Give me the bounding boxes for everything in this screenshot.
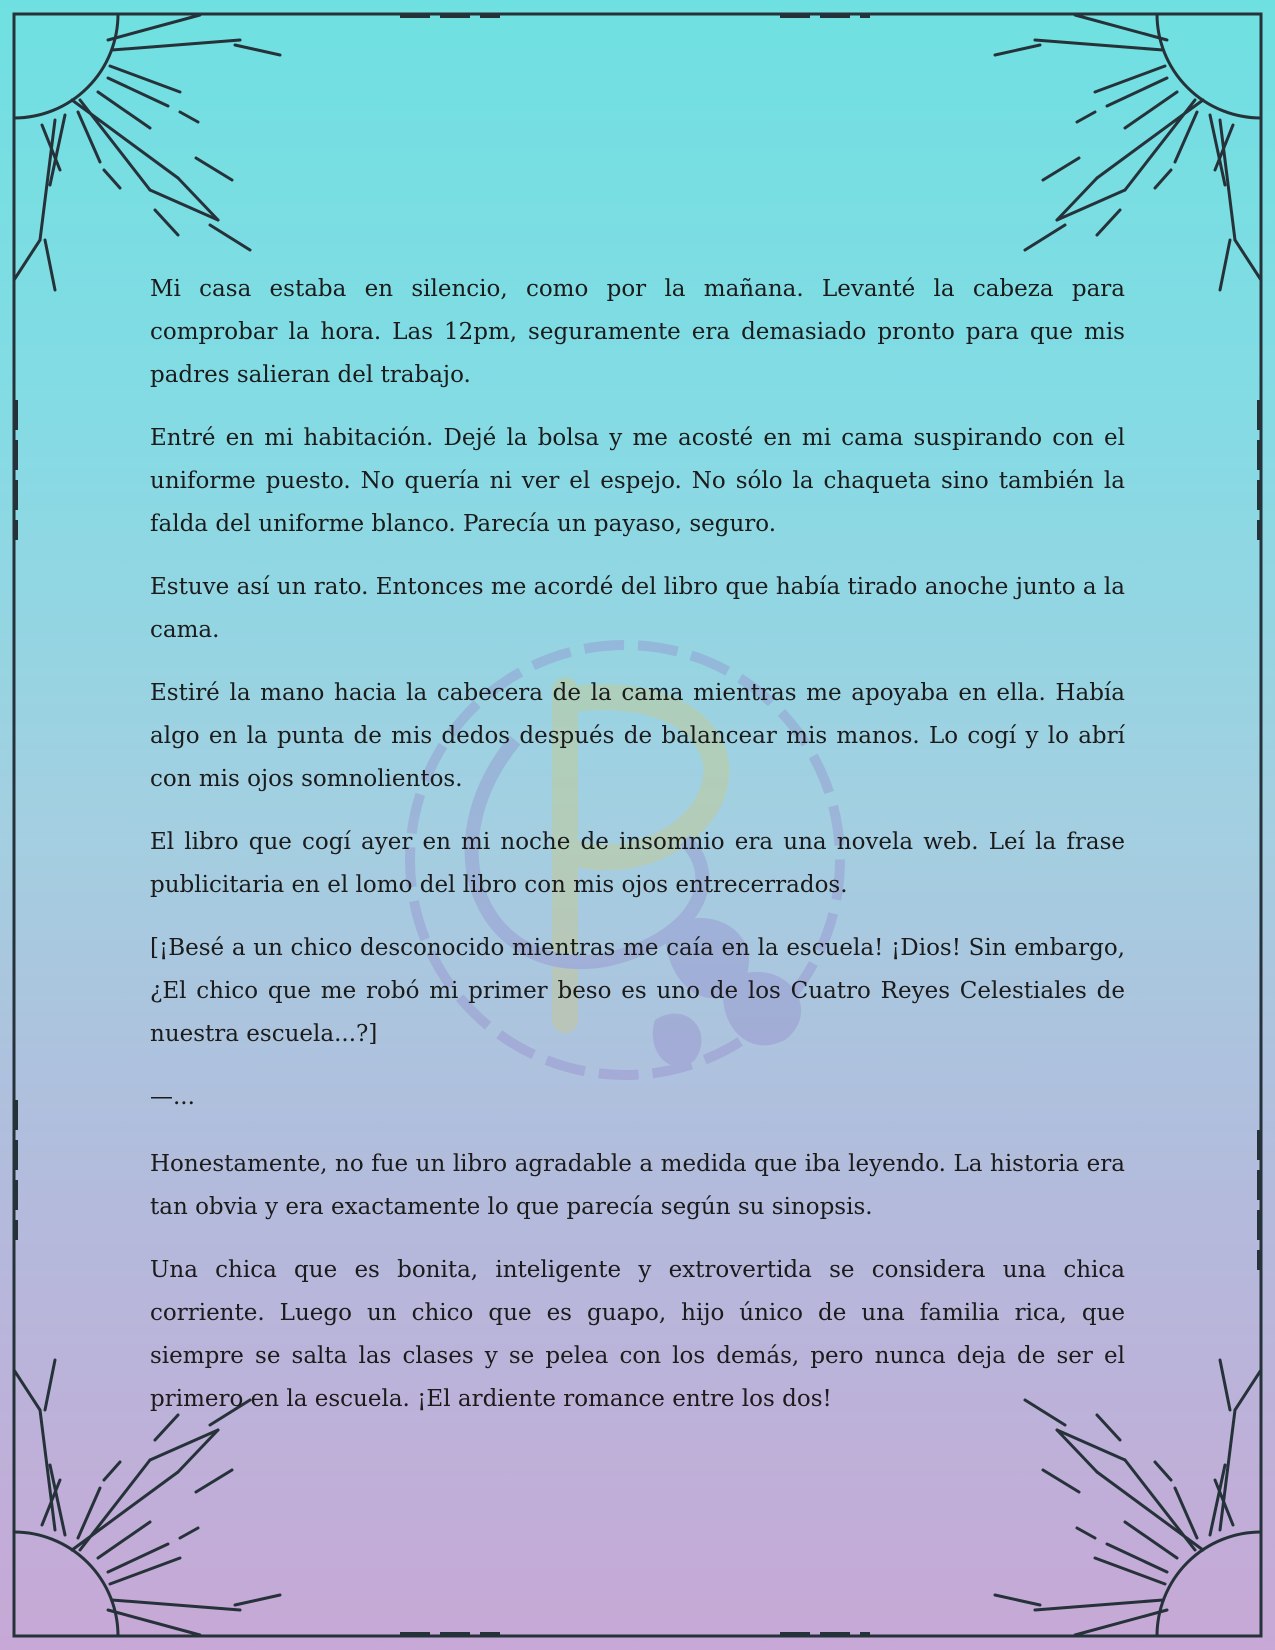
paragraph-dialogue: —... (150, 1084, 195, 1110)
paragraph: Honestamente, no fue un libro agradable a medida que iba leyendo. La historia era tan obvia y era exactamente lo que parecía según su sinopsis. (150, 1151, 1125, 1220)
page-text (150, 268, 1125, 1441)
paragraph: Estuve así un rato. Entonces me acordé del libro que había tirado anoche junto a la cama. (150, 574, 1125, 643)
paragraph: [¡Besé a un chico desconocido mientras me caía en la escuela! ¡Dios! Sin embargo, ¿El chico que me robó mi primer beso es uno de los Cuatro Reyes Celestiales de nuestra escuela...?] (150, 935, 1125, 1047)
paragraph: Una chica que es bonita, inteligente y extrovertida se considera una chica corriente. Luego un chico que es guapo, hijo único de una familia rica, que siempre se salta las clases y se pelea con los demás, pero nunca deja de ser el primero en la escuela. ¡El ardiente romance entre los dos! (150, 1257, 1125, 1412)
paragraph: El libro que cogí ayer en mi noche de insomnio era una novela web. Leí la frase publicitaria en el lomo del libro con mis ojos entrecerrados. (150, 829, 1125, 898)
paragraph: Entré en mi habitación. Dejé la bolsa y me acosté en mi cama suspirando con el uniforme puesto. No quería ni ver el espejo. No sólo la chaqueta sino también la falda del uniforme blanco. Parecía un payaso, seguro. (150, 425, 1125, 537)
sun-corner-ornament (14, 14, 280, 290)
paragraph: Estiré la mano hacia la cabecera de la cama mientras me apoyaba en ella. Había algo en la punta de mis dedos después de balancear mis manos. Lo cogí y lo abrí con mis ojos somnolientos. (150, 680, 1125, 792)
paragraph: Mi casa estaba en silencio, como por la mañana. Levanté la cabeza para comprobar la hora. Las 12pm, seguramente era demasiado pronto para que mis padres salieran del trabajo. (150, 276, 1125, 388)
sun-corner-top-right (995, 14, 1261, 290)
